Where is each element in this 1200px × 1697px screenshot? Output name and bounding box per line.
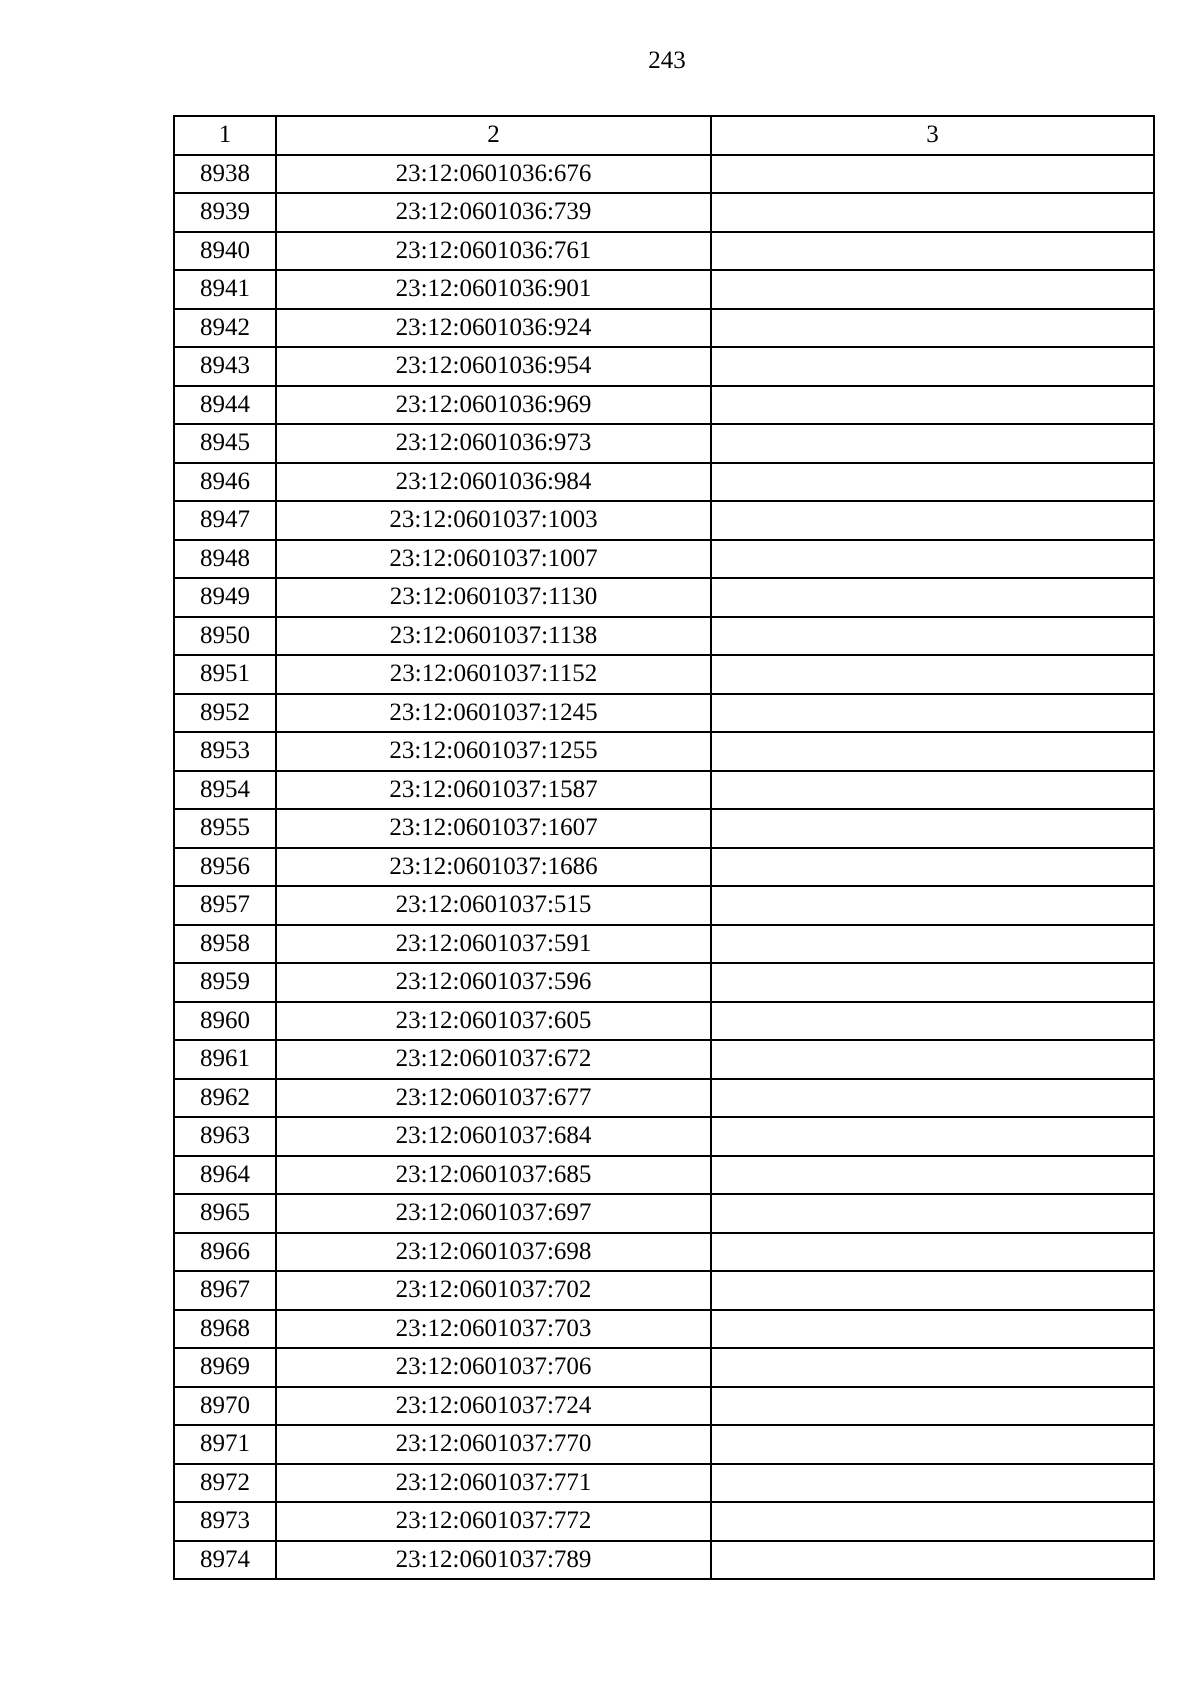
table-row <box>174 1387 1154 1426</box>
cadastral-number-cell: 23:12:0601037:1587 <box>276 771 711 810</box>
notes-cell <box>711 501 1154 540</box>
cadastral-number-cell: 23:12:0601037:706 <box>276 1348 711 1387</box>
column-header-1: 1 <box>174 116 276 155</box>
cadastral-number-cell: 23:12:0601037:770 <box>276 1425 711 1464</box>
notes-cell <box>711 424 1154 463</box>
table-row <box>174 963 1154 1002</box>
cadastral-number-cell: 23:12:0601037:677 <box>276 1079 711 1118</box>
table-row <box>174 1040 1154 1079</box>
notes-cell <box>711 925 1154 964</box>
table-row <box>174 347 1154 386</box>
table-row <box>174 578 1154 617</box>
table-row <box>174 617 1154 656</box>
row-number-cell: 8960 <box>174 1002 276 1041</box>
table-row <box>174 1310 1154 1349</box>
notes-cell <box>711 1425 1154 1464</box>
notes-cell <box>711 1233 1154 1272</box>
table-body <box>174 155 1154 1580</box>
cadastral-number-cell: 23:12:0601037:605 <box>276 1002 711 1041</box>
table-row <box>174 1156 1154 1195</box>
notes-cell <box>711 1194 1154 1233</box>
page-number: 243 <box>648 47 686 74</box>
row-number-cell: 8954 <box>174 771 276 810</box>
table-row <box>174 232 1154 271</box>
row-number-cell: 8943 <box>174 347 276 386</box>
cadastral-number-cell: 23:12:0601037:1138 <box>276 617 711 656</box>
table-row <box>174 1233 1154 1272</box>
notes-cell <box>711 309 1154 348</box>
notes-cell <box>711 963 1154 1002</box>
row-number-cell: 8953 <box>174 732 276 771</box>
notes-cell <box>711 1502 1154 1541</box>
cadastral-number-cell: 23:12:0601036:676 <box>276 155 711 194</box>
cadastral-number-cell: 23:12:0601037:772 <box>276 1502 711 1541</box>
cadastral-number-cell: 23:12:0601036:969 <box>276 386 711 425</box>
table-row <box>174 1502 1154 1541</box>
notes-cell <box>711 1310 1154 1349</box>
notes-cell <box>711 1348 1154 1387</box>
cadastral-number-cell: 23:12:0601037:515 <box>276 886 711 925</box>
row-number-cell: 8961 <box>174 1040 276 1079</box>
row-number-cell: 8948 <box>174 540 276 579</box>
table-row <box>174 1117 1154 1156</box>
cadastral-number-cell: 23:12:0601037:1003 <box>276 501 711 540</box>
notes-cell <box>711 270 1154 309</box>
table-row <box>174 1002 1154 1041</box>
table-row <box>174 1271 1154 1310</box>
notes-cell <box>711 694 1154 733</box>
cadastral-number-cell: 23:12:0601037:724 <box>276 1387 711 1426</box>
row-number-cell: 8950 <box>174 617 276 656</box>
cadastral-number-cell: 23:12:0601037:1130 <box>276 578 711 617</box>
notes-cell <box>711 347 1154 386</box>
column-header-3: 3 <box>711 116 1154 155</box>
table-row <box>174 1194 1154 1233</box>
cadastral-number-cell: 23:12:0601036:924 <box>276 309 711 348</box>
cadastral-number-cell: 23:12:0601036:761 <box>276 232 711 271</box>
table-row <box>174 771 1154 810</box>
cadastral-number-cell: 23:12:0601037:702 <box>276 1271 711 1310</box>
notes-cell <box>711 886 1154 925</box>
notes-cell <box>711 655 1154 694</box>
cadastral-number-cell: 23:12:0601037:698 <box>276 1233 711 1272</box>
notes-cell <box>711 155 1154 194</box>
table-row <box>174 809 1154 848</box>
table-row <box>174 1541 1154 1580</box>
notes-cell <box>711 1156 1154 1195</box>
cadastral-number-cell: 23:12:0601037:1686 <box>276 848 711 887</box>
cadastral-number-cell: 23:12:0601037:672 <box>276 1040 711 1079</box>
row-number-cell: 8967 <box>174 1271 276 1310</box>
table-row <box>174 925 1154 964</box>
notes-cell <box>711 386 1154 425</box>
cadastral-number-cell: 23:12:0601037:771 <box>276 1464 711 1503</box>
cadastral-number-cell: 23:12:0601037:1255 <box>276 732 711 771</box>
table-row <box>174 155 1154 194</box>
row-number-cell: 8965 <box>174 1194 276 1233</box>
row-number-cell: 8971 <box>174 1425 276 1464</box>
row-number-cell: 8941 <box>174 270 276 309</box>
notes-cell <box>711 848 1154 887</box>
row-number-cell: 8939 <box>174 193 276 232</box>
notes-cell <box>711 1387 1154 1426</box>
notes-cell <box>711 1271 1154 1310</box>
row-number-cell: 8945 <box>174 424 276 463</box>
notes-cell <box>711 771 1154 810</box>
cadastral-number-cell: 23:12:0601037:684 <box>276 1117 711 1156</box>
row-number-cell: 8958 <box>174 925 276 964</box>
row-number-cell: 8952 <box>174 694 276 733</box>
cadastral-number-cell: 23:12:0601036:973 <box>276 424 711 463</box>
table-row <box>174 732 1154 771</box>
table-row <box>174 540 1154 579</box>
cadastral-number-cell: 23:12:0601037:596 <box>276 963 711 1002</box>
cadastral-number-cell: 23:12:0601037:697 <box>276 1194 711 1233</box>
row-number-cell: 8955 <box>174 809 276 848</box>
notes-cell <box>711 1002 1154 1041</box>
table-row <box>174 1079 1154 1118</box>
row-number-cell: 8947 <box>174 501 276 540</box>
cadastral-number-cell: 23:12:0601037:1245 <box>276 694 711 733</box>
table-row <box>174 1464 1154 1503</box>
cadastral-number-cell: 23:12:0601037:1007 <box>276 540 711 579</box>
table-row <box>174 270 1154 309</box>
cadastral-number-cell: 23:12:0601036:984 <box>276 463 711 502</box>
cadastral-number-cell: 23:12:0601037:685 <box>276 1156 711 1195</box>
notes-cell <box>711 1040 1154 1079</box>
notes-cell <box>711 1541 1154 1580</box>
row-number-cell: 8968 <box>174 1310 276 1349</box>
row-number-cell: 8946 <box>174 463 276 502</box>
table-row <box>174 886 1154 925</box>
cadastral-number-cell: 23:12:0601037:1152 <box>276 655 711 694</box>
cadastral-table <box>173 115 1155 1580</box>
notes-cell <box>711 617 1154 656</box>
row-number-cell: 8973 <box>174 1502 276 1541</box>
table-row <box>174 655 1154 694</box>
table-header-row <box>174 116 1154 155</box>
column-header-2: 2 <box>276 116 711 155</box>
table-row <box>174 694 1154 733</box>
notes-cell <box>711 463 1154 502</box>
row-number-cell: 8974 <box>174 1541 276 1580</box>
row-number-cell: 8966 <box>174 1233 276 1272</box>
row-number-cell: 8962 <box>174 1079 276 1118</box>
table-row <box>174 463 1154 502</box>
notes-cell <box>711 732 1154 771</box>
notes-cell <box>711 1464 1154 1503</box>
row-number-cell: 8956 <box>174 848 276 887</box>
table-row <box>174 309 1154 348</box>
row-number-cell: 8969 <box>174 1348 276 1387</box>
table-row <box>174 386 1154 425</box>
cadastral-number-cell: 23:12:0601036:954 <box>276 347 711 386</box>
row-number-cell: 8970 <box>174 1387 276 1426</box>
row-number-cell: 8940 <box>174 232 276 271</box>
table-row <box>174 1348 1154 1387</box>
row-number-cell: 8949 <box>174 578 276 617</box>
row-number-cell: 8959 <box>174 963 276 1002</box>
cadastral-number-cell: 23:12:0601036:901 <box>276 270 711 309</box>
notes-cell <box>711 540 1154 579</box>
row-number-cell: 8951 <box>174 655 276 694</box>
table-row <box>174 424 1154 463</box>
row-number-cell: 8964 <box>174 1156 276 1195</box>
table-row <box>174 1425 1154 1464</box>
table-row <box>174 848 1154 887</box>
cadastral-number-cell: 23:12:0601036:739 <box>276 193 711 232</box>
cadastral-number-cell: 23:12:0601037:703 <box>276 1310 711 1349</box>
row-number-cell: 8944 <box>174 386 276 425</box>
cadastral-number-cell: 23:12:0601037:789 <box>276 1541 711 1580</box>
row-number-cell: 8963 <box>174 1117 276 1156</box>
row-number-cell: 8957 <box>174 886 276 925</box>
table-row <box>174 193 1154 232</box>
notes-cell <box>711 809 1154 848</box>
notes-cell <box>711 193 1154 232</box>
cadastral-number-cell: 23:12:0601037:591 <box>276 925 711 964</box>
notes-cell <box>711 1117 1154 1156</box>
cadastral-number-cell: 23:12:0601037:1607 <box>276 809 711 848</box>
table-row <box>174 501 1154 540</box>
notes-cell <box>711 1079 1154 1118</box>
notes-cell <box>711 578 1154 617</box>
row-number-cell: 8938 <box>174 155 276 194</box>
notes-cell <box>711 232 1154 271</box>
row-number-cell: 8972 <box>174 1464 276 1503</box>
row-number-cell: 8942 <box>174 309 276 348</box>
